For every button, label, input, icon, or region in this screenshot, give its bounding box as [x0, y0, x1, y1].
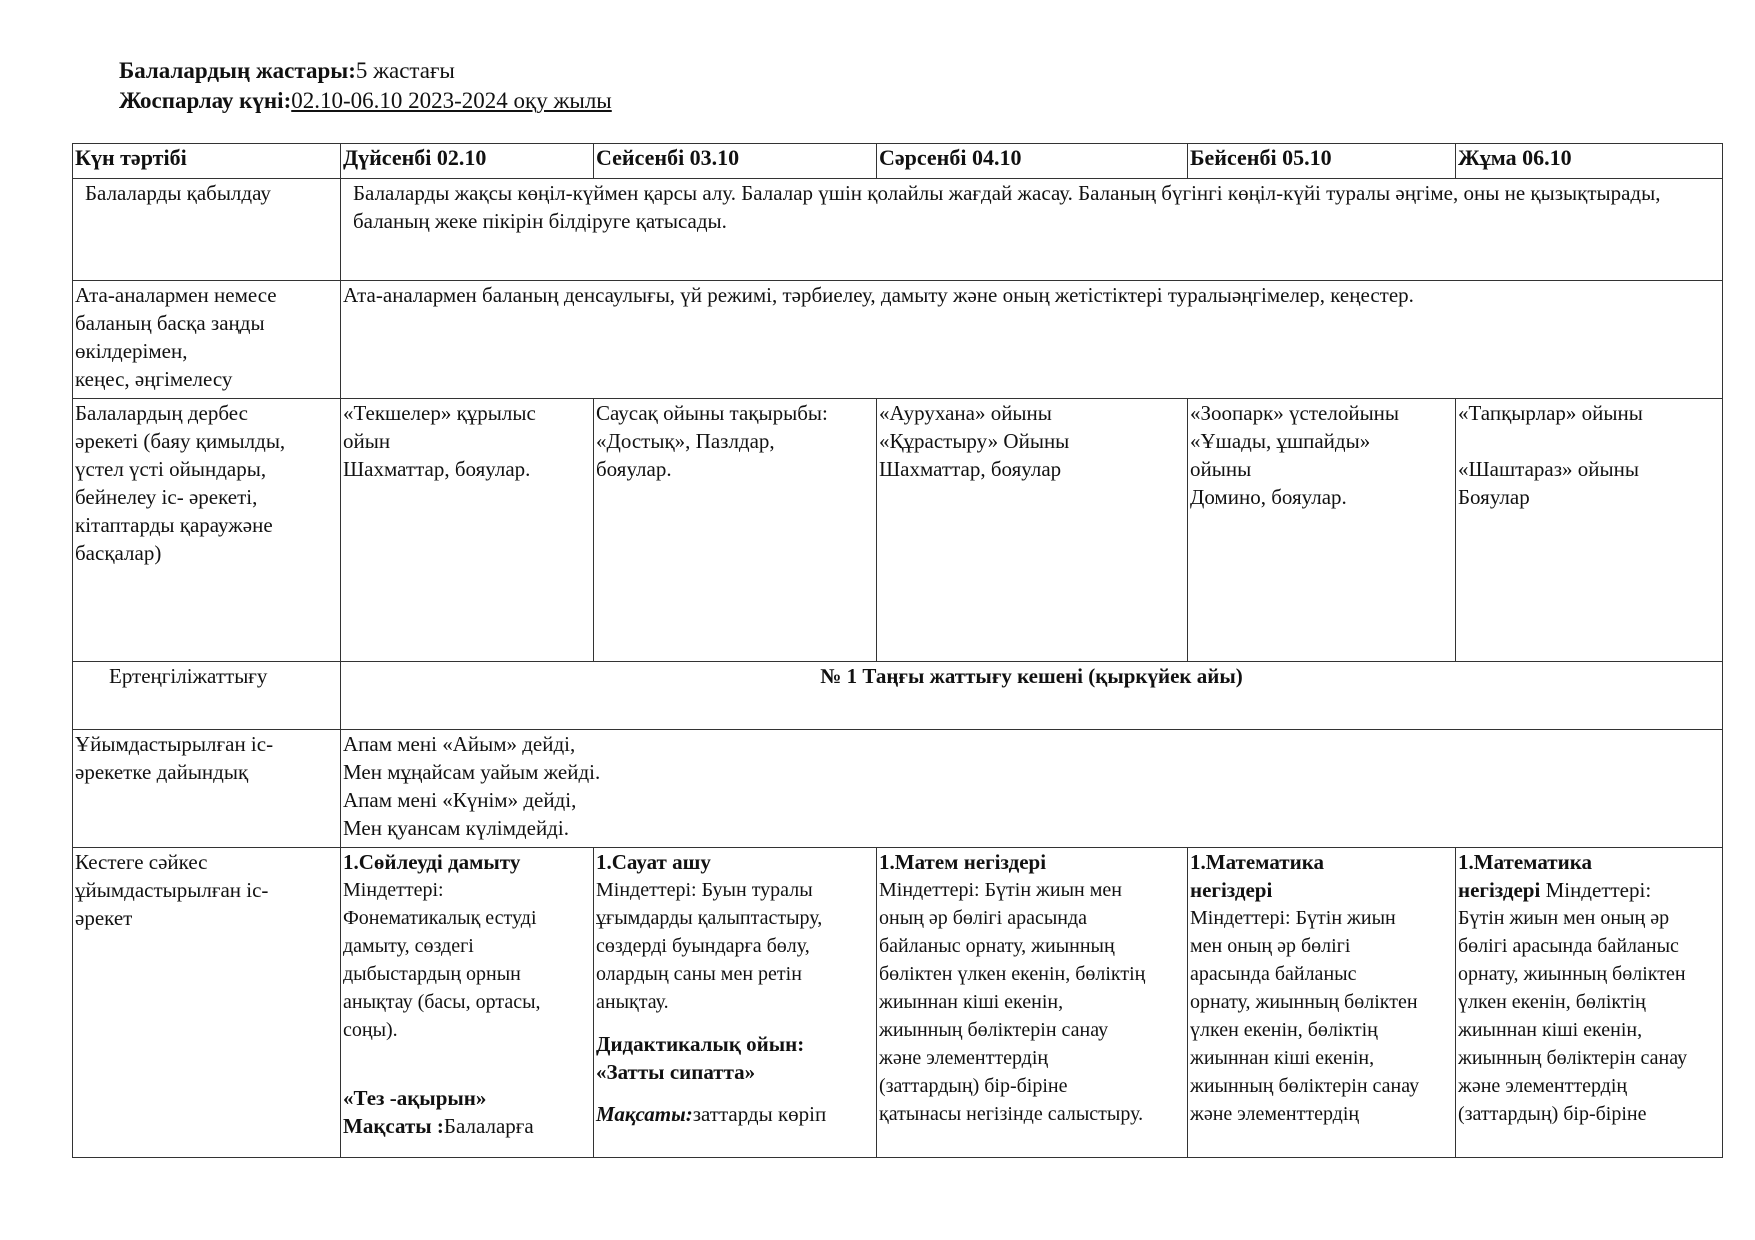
scheduled-thursday	[1188, 848, 1456, 1158]
tuesday-goal-text: заттарды көріп	[692, 1102, 827, 1126]
table-row-activity	[73, 399, 1723, 662]
monday-goal-label: Мақсаты :	[343, 1114, 444, 1138]
wednesday-tasks: Міндеттері: Бүтін жиын мен оның әр бөлігі арасында байланыс орнату, жиынның бөліктен үлкен екенін, бөліктің жиыннан кіші екенін, жиынның бөліктерін санау және элементтердің (заттардың) бір-біріне қатынасы негізінде салыстыру.	[879, 879, 1146, 1125]
col-header-friday: Жұма 06.10	[1456, 144, 1723, 179]
age-value: 5 жастағы	[355, 58, 455, 83]
table-row-scheduled	[73, 848, 1723, 1158]
monday-goal-text: Балаларға	[443, 1114, 534, 1138]
thursday-tasks: Міндеттері: Бүтін жиын мен оның әр бөлігі арасында байланыс орнату, жиынның бөліктен үлкен екенін, бөліктің жиыннан кіші екенін, жиынның бөліктерін санау және элементтердің	[1190, 907, 1420, 1125]
activity-friday: «Тапқырлар» ойыны «Шаштараз» ойыны Бояулар	[1456, 399, 1723, 662]
row-label-reception: Балаларды қабылдау	[73, 179, 341, 281]
row-label-parents: Ата-аналармен немесе баланың басқа заңды өкілдерімен, кеңес, әңгімелесу	[73, 281, 341, 399]
date-line	[119, 86, 612, 115]
activity-tuesday: Саусақ ойыны тақырыбы: «Достық», Пазлдар, бояулар.	[594, 399, 877, 662]
col-header-monday: Дүйсенбі 02.10	[341, 144, 594, 179]
col-header-tuesday: Сейсенбі 03.10	[594, 144, 877, 179]
friday-tasks: Бүтін жиын мен оның әр бөлігі арасында байланыс орнату, жиынның бөліктен үлкен екенін, бөліктің жиыннан кіші екенін, жиынның бөліктерін санау және элементтердің (заттардың) бір-біріне	[1458, 907, 1688, 1125]
scheduled-friday	[1456, 848, 1723, 1158]
friday-subject: 1.Математика негіздері	[1458, 850, 1592, 902]
scheduled-tuesday	[594, 848, 877, 1158]
thursday-subject: 1.Математика негіздері	[1190, 850, 1324, 902]
scheduled-wednesday	[877, 848, 1188, 1158]
reception-text: Балаларды жақсы көңіл-күймен қарсы алу. Балалар үшін қолайлы жағдай жасау. Баланың бүгінгі көңіл-күйі туралы әңгіме, оны не қызықтырады, баланың жеке пікірін білдіруге қатысады.	[341, 179, 1723, 281]
table-row-parents	[73, 281, 1723, 399]
row-label-activity: Балалардың дербес әрекеті (баяу қимылды, үстел үсті ойындары, бейнелеу іс- әрекеті, кітаптарды қараужәне басқалар)	[73, 399, 341, 662]
weekly-plan-table	[72, 143, 1723, 1158]
col-header-wednesday: Сәрсенбі 04.10	[877, 144, 1188, 179]
monday-subject: 1.Сөйлеуді дамыту	[343, 850, 521, 874]
exercise-text: № 1 Таңғы жаттығу кешені (қыркүйек айы)	[341, 662, 1723, 730]
parents-text: Ата-аналармен баланың денсаулығы, үй режимі, тәрбиелеу, дамыту және оның жетістіктері туралыәңгімелер, кеңестер.	[341, 281, 1723, 399]
tuesday-game: Дидактикалық ойын: «Затты сипатта»	[596, 1032, 805, 1084]
table-row-reception	[73, 179, 1723, 281]
tuesday-tasks: Міндеттері: Буын туралы ұғымдарды қалыптастыру, сөздерді буындарға бөлу, олардың саны мен ретін анықтау.	[596, 879, 823, 1013]
age-label: Балалардың жастары:	[119, 58, 356, 83]
row-label-exercise: Ертеңгіліжаттығу	[73, 662, 341, 730]
tuesday-subject: 1.Сауат ашу	[596, 850, 711, 874]
activity-monday: «Текшелер» құрылыс ойын Шахматтар, бояулар.	[341, 399, 594, 662]
friday-tasks-lead: Міндеттері:	[1540, 878, 1652, 902]
date-label: Жоспарлау күні:	[119, 88, 292, 113]
monday-game: «Тез -ақырын»	[343, 1086, 487, 1110]
activity-thursday: «Зоопарк» үстелойыны «Ұшады, ұшпайды» ойыны Домино, бояулар.	[1188, 399, 1456, 662]
row-label-scheduled: Кестеге сәйкес ұйымдастырылған іс- әрекет	[73, 848, 341, 1158]
table-header-row	[73, 144, 1723, 179]
age-line	[119, 56, 455, 85]
activity-wednesday: «Аурухана» ойыны «Құрастыру» Ойыны Шахматтар, бояулар	[877, 399, 1188, 662]
prep-poem: Апам мені «Айым» дейді, Мен мұңайсам уайым жейді. Апам мені «Күнім» дейді, Мен қуансам күлімдейді.	[341, 730, 1723, 848]
row-label-prep: Ұйымдастырылған іс- әрекетке дайындық	[73, 730, 341, 848]
table-row-exercise	[73, 662, 1723, 730]
table-row-prep	[73, 730, 1723, 848]
date-value: 02.10-06.10 2023-2024 оқу жылы	[291, 88, 612, 113]
tuesday-goal-label: Мақсаты:	[596, 1102, 693, 1126]
col-header-thursday: Бейсенбі 05.10	[1188, 144, 1456, 179]
scheduled-monday	[341, 848, 594, 1158]
col-header-schedule: Күн тәртібі	[73, 144, 341, 179]
monday-tasks: Міндеттері: Фонематикалық естуді дамыту, сөздегі дыбыстардың орнын анықтау (басы, ортасы, соңы).	[343, 879, 541, 1041]
wednesday-subject: 1.Матем негіздері	[879, 850, 1047, 874]
